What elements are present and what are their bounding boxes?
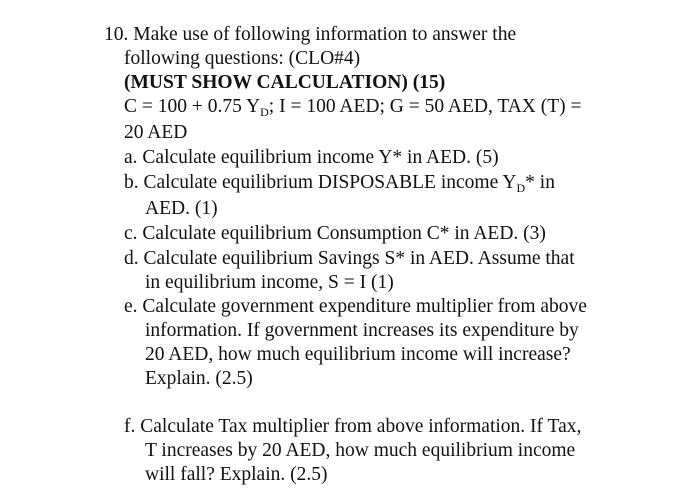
question-header	[104, 23, 516, 47]
part-f-line2: T increases by 20 AED, how much equilibrium income	[145, 440, 576, 461]
equation-consumption: C = 100 + 0.75 Y	[124, 96, 261, 117]
part-d: d. Calculate equilibrium Savings S* in AED. Assume that	[124, 248, 575, 269]
part-f-line3: will fall? Explain. (2.5)	[145, 464, 328, 485]
part-b	[124, 171, 555, 195]
part-a: a. Calculate equilibrium income Y* in AED. (5)	[124, 147, 499, 168]
part-c: c. Calculate equilibrium Consumption C* in AED. (3)	[124, 223, 546, 244]
part-e-line3: 20 AED, how much equilibrium income will increase?	[145, 344, 571, 365]
part-e: e. Calculate government expenditure multiplier from above	[124, 296, 587, 317]
calculation-instruction: (MUST SHOW CALCULATION) (15)	[124, 72, 446, 93]
part-b-subscript: D	[516, 181, 526, 195]
part-f: f. Calculate Tax multiplier from above information. If Tax,	[124, 416, 582, 437]
part-b-line2: AED. (1)	[145, 198, 218, 219]
part-b-suffix: * in	[525, 172, 555, 193]
question-intro-line2: following questions: (CLO#4)	[124, 48, 361, 69]
question-intro-line1: Make use of following information to answer the	[133, 24, 517, 45]
part-b-text: b. Calculate equilibrium DISPOSABLE income Y	[124, 172, 517, 193]
question-number: 10.	[104, 24, 129, 45]
part-e-line2: information. If government increases its expenditure by	[145, 320, 579, 341]
equation-subscript: D	[260, 105, 269, 119]
part-e-line4: Explain. (2.5)	[145, 368, 253, 389]
given-equation	[124, 95, 582, 119]
part-d-line2: in equilibrium income, S = I (1)	[145, 272, 394, 293]
equation-rest: ; I = 100 AED; G = 50 AED, TAX (T) =	[268, 96, 582, 117]
given-equation-line2: 20 AED	[124, 122, 188, 143]
